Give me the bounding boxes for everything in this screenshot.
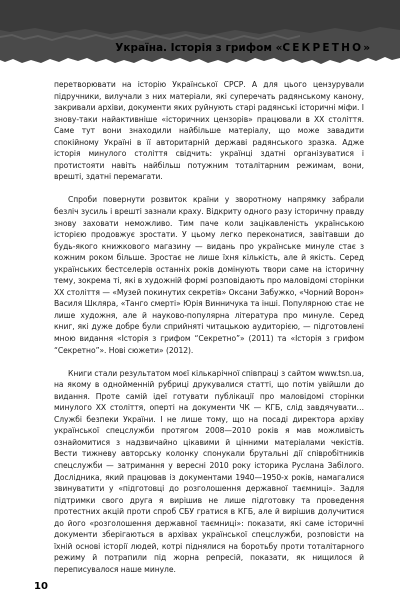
- page-header-band: [0, 0, 400, 72]
- paragraph-3: Книги стали результатом моєї кількарічної співпраці з сайтом www.tsn.ua, на якому в однойменній рубриці друкувалися статті, що потім увійшли до видання. Проте самій ідеї готувати публікації про маловідомі сторінки минулого ХХ століття, оперті на документи ЧК — КГБ, слід завдячувати… Службі безпеки України. І не лише тому, що на посаді директора архіву української спецслужби протягом 2008—2010 років я мав можливість ознайомитися з надзвичайно цікавими й цінними матеріалами чекістів. Вести тижневу авторську колонку спонукали брутальні дії співробітників спецслужби — затримання у вересні 2010 року історика Руслана Забілого. Дослідника, який працював із документами 1940—1950-х років, намагалися звинуватити у «підготовці до розголошення державної таємниці». Задля підтримки свого друга я вирішив не лише підготовку та проведення протестних акцій проти спроб СБУ гратися в КГБ, але й вирішив долучитися до його «розголошення державної таємниці»: показати, які саме історичні документи зберігаються в архівах української спецслужби, розповісти на їхній основі історії людей, котрі піднялися на боротьбу проти тоталітарного режиму й потрапили під жорна репресій, показати, як нищилося й переписувалося наше минуле.: [54, 368, 364, 574]
- paragraph-1: перетворювати на історію Української СРСР. А для цього цензурували підручники, вилучали з них матеріали, які суперечать радянському канону, закривали архіви, документи яких руйнують старі радянські історичні міфи. І знову-таки найактивніше «історичних цензорів» працювали в ХХ століття. Саме тут вони знаходили найбільше матеріалу, що може завадити спокійному Україні в її авторитарній державі радянського зразка. Адже історія минулого століття свідчить: українці здатні організуватися і протистояти навіть найбільш потужним тоталітарним режимам, вони, врешті, здатні перемагати.: [54, 80, 364, 182]
- torn-paper-header-graphic: [0, 0, 400, 72]
- running-header-title: Україна. Історія з грифом «СЕКРЕТНО»: [115, 42, 370, 54]
- paragraph-2: Спроби повернути розвиток країни у зворотному напрямку забрали безліч зусиль і врешті зазнали краху. Відкриту одного разу історичну правду знову заховати неможливо. Тим паче коли зацікавленість українською історією продовжує зростати. У цьому легко переконатися, завітавши до будь-якого книжкового магазину — видань про українське минуле стає з кожним роком більше. Зростає не лише їхня кількість, але й якість. Серед українських бестселерів останніх років домінують твори саме на історичну тему, зокрема ті, які в художній формі розповідають про маловідомі сторінки ХХ століття — «Музей покинутих секретів» Оксани Забужко, «Чорний Ворон» Василя Шкляра, «Танго смерті» Юрія Винничука та інші. Популярною стає не лише художня, але й науково-популярна література про минуле. Серед книг, які дуже добре були сприйняті читацькою аудиторією, — підготовлені мною видання «Історія з грифом “Секретно”» (2011) та «Історія з грифом “Секретно”». Нові сюжети» (2012).: [54, 195, 364, 355]
- page-body-text: [54, 79, 364, 575]
- page-number: 10: [34, 581, 48, 592]
